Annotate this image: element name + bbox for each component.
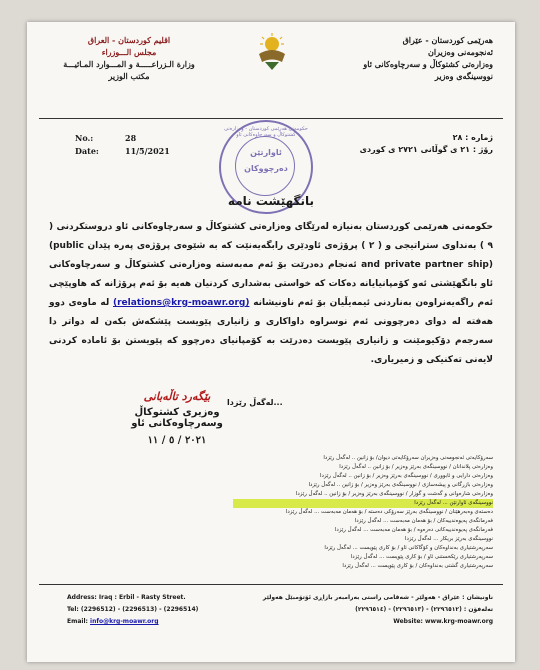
signature-date: ٢٠٢١ / ٥ / ١١ [147, 435, 207, 446]
cc-item: وەزارەتی دارایی و ئابووری / نووسینگەی بەرێز وەزیر / بۆ زانین .. لەگەڵ رێزدا [320, 473, 493, 479]
cc-item: دەستەی وەبەرهێنان / نووسینگەی بەرێز سەرۆکی دەستە / بۆ هەمان مەبەست ... لەگەڵ رێزدا [285, 509, 493, 515]
stamp-line-2: دەرچووکان [244, 164, 288, 173]
footer-english [67, 592, 198, 628]
footer-divider [39, 584, 503, 585]
header-kurdish-line: هەرێمی کوردستان - عێراق [402, 35, 493, 45]
english-term: (public and private partner ship) [49, 241, 493, 270]
cc-item: وەزارەتی شارەوانی و گەشت و گوزار / نووسینگەی بەرێز وەزیر / بۆ زانین .. لەگەڵ رێزدا [295, 491, 493, 497]
letter-title: بانگهێشت نامە [227, 194, 315, 208]
cc-list [233, 454, 493, 571]
footer-tel: Tel: (2296512) - (2296513) - (2296514) [67, 606, 199, 613]
footer-email-link[interactable]: info@krg-moawr.org [90, 618, 159, 625]
number-label: No.: [75, 133, 94, 143]
stamp-ring-text: حكومەتى هەرێمى كوردستان - وەزارەتى كشتوكاڵ و سەرچاوەكانى ئاو [224, 126, 308, 138]
header-kurdish-line: نووسینگەی وەزیر [434, 71, 493, 81]
cc-item: سەرپەرشتیاری رێکخستنی ئاو / بۆ کاری پێویست ... لەگەڵ رێزدا [350, 554, 493, 560]
date-label: Date: [75, 146, 99, 156]
header-arabic-line: وزارة الـزراعـــــة و المـــوارد المـائيـــة [63, 59, 195, 69]
footer-kurdish [263, 592, 493, 628]
kurdish-date: رۆژ : ٢١ ی گوڵانی ٢٧٢١ ی کوردی [359, 145, 493, 154]
footer-address: Address: Iraq : Erbil - Rasty Street. [67, 594, 186, 601]
header-arabic-line: اقليم كوردستان - العراق [87, 35, 171, 45]
cc-item: وەزارەتی بازرگانی و پیشەسازی / نووسینگەی بەرێز وەزیر / بۆ زانین .. لەگەڵ رێزدا [308, 482, 493, 488]
footer-kurdish-address: ناونیشان : عێراق - هەولێر - شەقامی راستی بەرامبەر بازاڕی ئۆتۆمبێل هەولێر [262, 594, 493, 601]
reference-block [75, 132, 170, 158]
number-value: 28 [125, 133, 137, 143]
header-arabic-line: مجلس الـــوزراء [101, 47, 157, 57]
cc-item: سەرپەرشتیاری گشتی بەنداوەکان / بۆ کاری پێویست ... لەگەڵ رێزدا [342, 563, 493, 569]
kurdish-number: ژمارە : ٢٨ [452, 133, 493, 142]
body-paragraph: ئەنجام دەدرێت بۆ ئەم مەبەستە وەزارەتی کشتوکاڵ و سەرچاوەکانی ئاو بانگهێشتی ئەو کۆمپانیایانە دەکات کە خواستی بەشداری کردنیان هەیە بۆ ئەم پرۆژانە کە هاوپێچی ئەم راگەیەنراوەن بەناردنی ئیمەیڵیان بۆ ئەم ناونیشانە [49, 260, 493, 308]
signatory-name: بێگەرد تاڵەبانی [143, 390, 211, 403]
footer-website-link[interactable]: Website: www.krg-moawr.org [393, 618, 493, 625]
reference-block-kurdish [360, 132, 493, 156]
cc-item: نووسینگەی بەرێز بریکار ... لەگەڵ رێزدا [404, 536, 493, 542]
letter-page [27, 22, 515, 662]
kurdistan-emblem-icon [255, 32, 289, 72]
header-arabic [49, 34, 209, 82]
body-paragraph: لە ماوەی دوو هەفتە لە دوای دەرچوونی ئەم نوسراوە داواکاری و زانیاری پێویست پێشکەش بکەن لە دواتر دا سەرجەم دۆکیومێنت و زانیاری پێویست دەدرێت بە کۆمپانیای دەرچوو کە پێویستن بۆ ئامادە کردنی لایەنی تەکنیکی و زمیریاری. [49, 298, 493, 365]
header-divider [39, 118, 503, 119]
stamp-line-1: ئاوارتێن [250, 148, 282, 157]
body-paragraph: حکومەتی هەرێمی کوردستان بەنیازە لەرێگای وەزارەتی کشتوکاڵ و سەرچاوەکانی ئاو دروستکردنی ( ٩ ) بەنداوی ستراتیجی و ( ٢ ) پرۆژەی ئاودێری رابگەیەنێت کە بە شێوەی پرۆژەی پەرە پێدان [49, 222, 493, 251]
letter-body [49, 218, 493, 370]
signature-block [102, 390, 252, 446]
cc-item: فەرمانگەی پەیوەندییەکان / بۆ هەمان مەبەست ... لەگەڵ رێزدا [354, 518, 493, 524]
cc-item-highlighted: نووسینگەی ئاوارتێن ... لەگەڵ رێزدا [233, 499, 493, 508]
regards-text: ...لەگەڵ رێزدا [227, 398, 283, 407]
cc-item: وەزارەتی پلاندانان / نووسینگەی بەرێز وەزیر / بۆ زانین .. لەگەڵ رێزدا [339, 464, 493, 470]
header-arabic-line: مكتب الوزير [108, 71, 150, 81]
signatory-role: وەزیری کشتوکاڵ وسەرچاوەکانی ئاو [131, 407, 223, 429]
header-kurdish [303, 34, 493, 82]
date-value: 11/5/2021 [125, 146, 170, 156]
cc-item: فەرمانگەی پەیوەندییەکانی دەرەوە / بۆ هەمان مەبەست ... لەگەڵ رێزدا [334, 527, 493, 533]
contact-email-link[interactable]: (relations@krg-moawr.org) [113, 298, 250, 308]
header-kurdish-line: وەزارەتی کشتوکاڵ و سەرچاوەکانی ئاو [363, 59, 493, 69]
cc-item: سەرپەرشتیاری بەنداوەکان و کۆگاکانی ئاو / بۆ کاری پێویست ... لەگەڵ رێزدا [324, 545, 493, 551]
footer-email-label: Email: [67, 618, 88, 625]
cc-item: سەرۆکایەتی ئەنجومەنی وەزیران سەرۆکایەتی دیوان/ بۆ زانین .. لەگەڵ رێزدا [323, 455, 493, 461]
header-kurdish-line: ئەنجومەنی وەزیران [428, 47, 493, 57]
footer-kurdish-tel: تەلەفۆن : (٢٢٩٦٥١٢) - (٢٢٩٦٥١٣) - (٢٢٩٦٥١٤) [355, 606, 493, 613]
